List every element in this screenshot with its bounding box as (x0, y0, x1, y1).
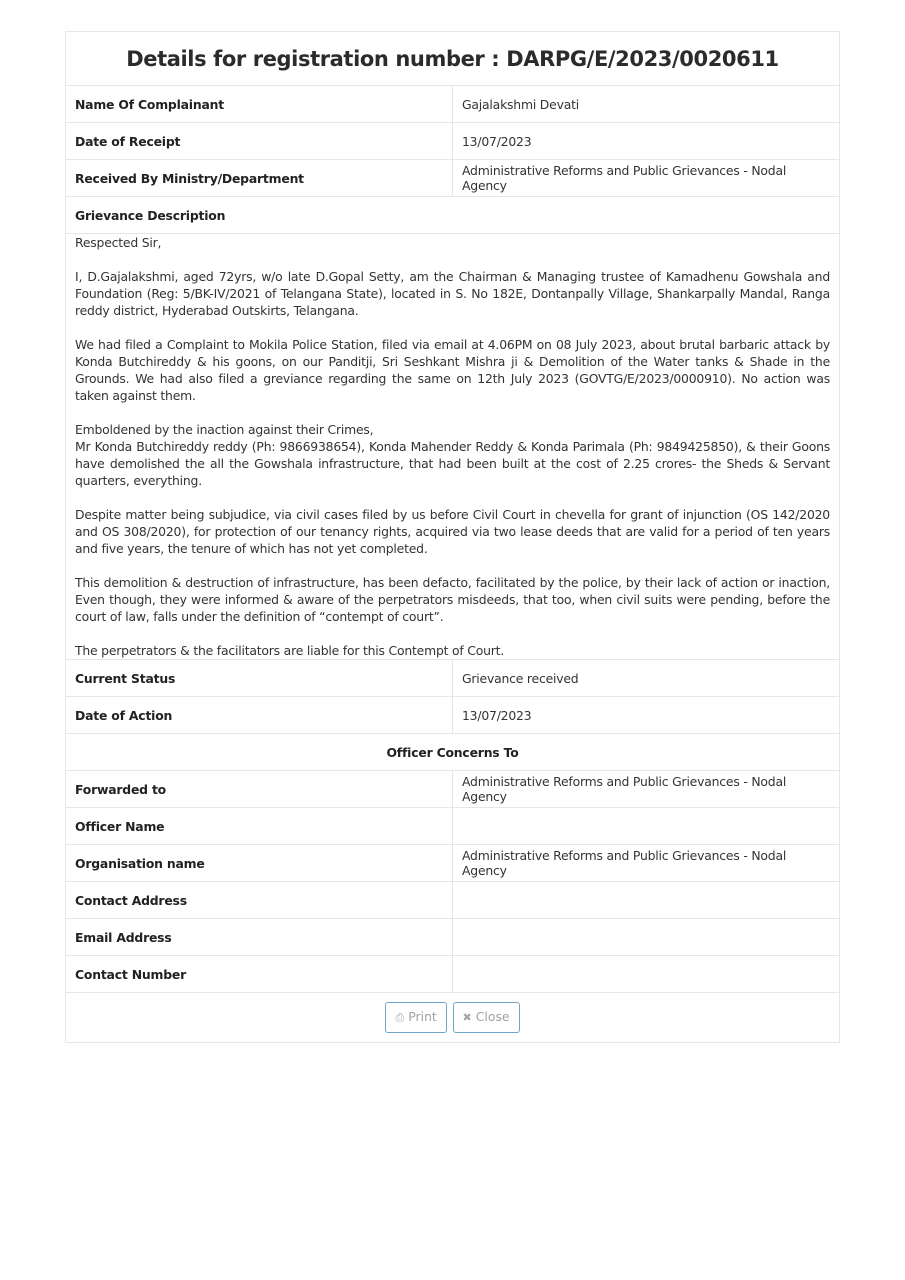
description-line: Emboldened by the inaction against their Crimes, (75, 422, 374, 437)
grievance-description (66, 234, 840, 660)
description-paragraph (75, 421, 830, 489)
table-row (66, 919, 840, 956)
description-paragraph: Despite matter being subjudice, via civil cases filed by us before Civil Court in chevella for grant of injunction (OS 142/2020 and OS 308/2020), for protection of our tenancy rights, acquired via two lease deeds that are valid for a period of ten years and five years, the tenure of which has not yet completed. (75, 507, 830, 556)
contact-number-value (453, 956, 840, 993)
description-salutation: Respected Sir, (75, 235, 162, 250)
description-paragraph: I, D.Gajalakshmi, aged 72yrs, w/o late D.Gopal Setty, am the Chairman & Managing trustee of Kamadhenu Gowshala and Foundation (Reg: 5/BK-IV/2021 of Telangana State), located in S. No 182E, Dontanpally Village, Shankarpally Mandal, Ranga reddy district, Hyderabad Outskirts, Telangana. (75, 269, 830, 318)
officer-name-label: Officer Name (66, 808, 453, 845)
actions-row (66, 993, 840, 1043)
table-row (66, 734, 840, 771)
close-button[interactable] (453, 1002, 520, 1033)
description-paragraph: This demolition & destruction of infrastructure, has been defacto, facilitated by the police, by their lack of action or inaction, Even though, they were informed & aware of the perpetrators misdeeds, that too, when civil suits were pending, before the court of law, falls under the definition of “contempt of court”. (75, 575, 830, 624)
table-row (66, 808, 840, 845)
print-button-label: Print (408, 1009, 437, 1024)
email-address-value (453, 919, 840, 956)
forwarded-to-label: Forwarded to (66, 771, 453, 808)
print-button[interactable] (385, 1002, 446, 1033)
contact-address-label: Contact Address (66, 882, 453, 919)
officer-name-value (453, 808, 840, 845)
close-button-label: Close (475, 1009, 510, 1024)
page-title: Details for registration number : DARPG/E/2023/0020611 (66, 32, 840, 86)
email-address-label: Email Address (66, 919, 453, 956)
table-row (66, 845, 840, 882)
current-status-value: Grievance received (453, 660, 840, 697)
received-by-label: Received By Ministry/Department (66, 160, 453, 197)
description-line: Mr Konda Butchireddy reddy (Ph: 9866938654), Konda Mahender Reddy & Konda Parimala (Ph: 9849425850), & their Goons have demolished the all the Gowshala infrastructure, that had been built at the cost of 2.25 crores- the Sheds & Servant quarters, everything. (75, 439, 830, 488)
title-row (66, 32, 840, 86)
table-row (66, 771, 840, 808)
complainant-label: Name Of Complainant (66, 86, 453, 123)
organisation-name-label: Organisation name (66, 845, 453, 882)
table-row (66, 234, 840, 660)
print-icon: ⎙ (395, 1011, 405, 1024)
contact-number-label: Contact Number (66, 956, 453, 993)
table-row (66, 697, 840, 734)
forwarded-to-value: Administrative Reforms and Public Grievances - Nodal Agency (453, 771, 840, 808)
description-paragraph: The perpetrators & the facilitators are liable for this Contempt of Court. (75, 643, 505, 658)
contact-address-value (453, 882, 840, 919)
grievance-description-label: Grievance Description (66, 197, 840, 234)
officer-section-heading: Officer Concerns To (66, 734, 840, 771)
table-row (66, 86, 840, 123)
received-by-value: Administrative Reforms and Public Grievances - Nodal Agency (453, 160, 840, 197)
table-row (66, 160, 840, 197)
details-table (65, 31, 840, 1043)
current-status-label: Current Status (66, 660, 453, 697)
organisation-name-value: Administrative Reforms and Public Grievances - Nodal Agency (453, 845, 840, 882)
grievance-details-panel (65, 31, 840, 1043)
date-of-receipt-value: 13/07/2023 (453, 123, 840, 160)
description-paragraph: We had filed a Complaint to Mokila Police Station, filed via email at 4.06PM on 08 July 2023, about brutal barbaric attack by Konda Butchireddy & his goons, on our Panditji, Sri Seshkant Mishra ji & Demolition of the Water tanks & Shade in the Grounds. We had also filed a greviance regarding the same on 12th July 2023 (GOVTG/E/2023/0000910). No action was taken against them. (75, 337, 830, 403)
date-of-receipt-label: Date of Receipt (66, 123, 453, 160)
table-row (66, 882, 840, 919)
table-row (66, 197, 840, 234)
actions-cell (66, 993, 840, 1043)
date-of-action-value: 13/07/2023 (453, 697, 840, 734)
close-icon: ✖ (462, 1011, 472, 1024)
table-row (66, 660, 840, 697)
complainant-value: Gajalakshmi Devati (453, 86, 840, 123)
date-of-action-label: Date of Action (66, 697, 453, 734)
table-row (66, 956, 840, 993)
table-row (66, 123, 840, 160)
